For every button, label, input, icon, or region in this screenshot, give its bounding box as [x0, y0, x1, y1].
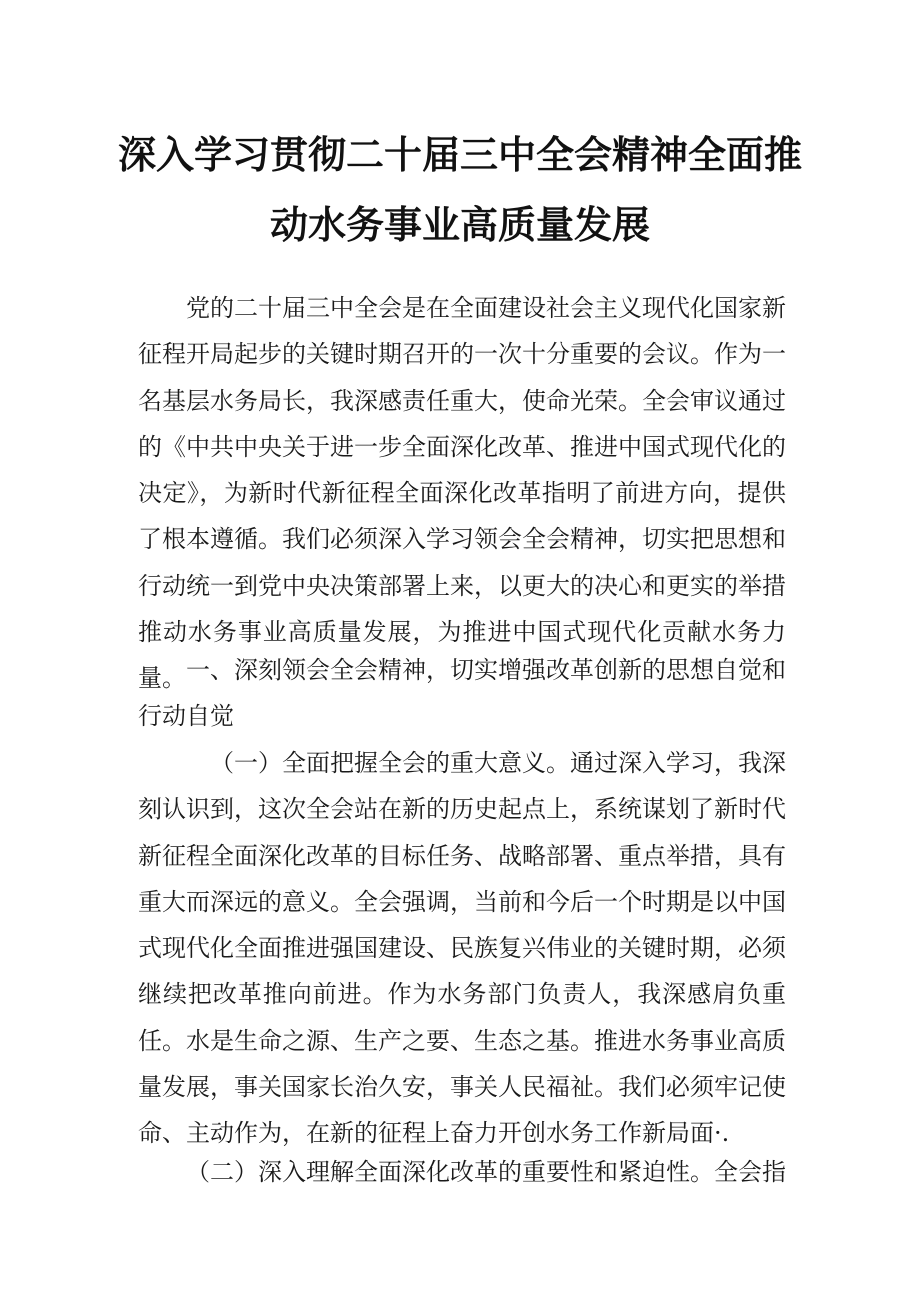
document-title-line-2: 动水务事业高质量发展	[269, 203, 650, 247]
document-title-line-1: 深入学习贯彻二十届三中全会精神全面推	[117, 133, 802, 177]
section-1-1-paragraph: （一）全面把握全会的重大意义。通过深入学习，我深刻认识到，这次全会站在新的历史起点上，系统谋划了新时代新征程全面深化改革的目标任务、战略部署、重点举措，具有重大而深远的意义。全会强调，当前和今后一个时期是以中国式现代化全面推进强国建设、民族复兴伟业的关键时期，必须继续把改革推向前进。作为水务部门负责人，我深感肩负重任。水是生命之源、生产之要、生态之基。推进水务事业高质量发展，事关国家长治久安，事关人民福祉。我们必须牢记使命、主动作为，在新的征程上奋力开创水务工作新局面·.	[138, 749, 786, 1148]
section-1-2-paragraph: （二）深入理解全面深化改革的重要性和紧迫性。全会指	[186, 1158, 786, 1186]
intro-paragraph: 党的二十届三中全会是在全面建设社会主义现代化国家新征程开局起步的关键时期召开的一次十分重要的会议。作为一名基层水务局长，我深感责任重大，使命光荣。全会审议通过的《中共中央关于进一步全面深化改革、推进中国式现代化的决定》，为新时代新征程全面深化改革指明了前进方向，提供了根本遵循。我们必须深入学习领会全会精神，切实把思想和行动统一到党中央决策部署上来，以更大的决心和更实的举措推动水务事业高质量发展，为推进中国式现代化贡献水务力量。	[138, 294, 786, 693]
section-heading-1: 一、深刻领会全会精神，切实增强改革创新的思想自觉和行动自觉	[138, 656, 786, 731]
